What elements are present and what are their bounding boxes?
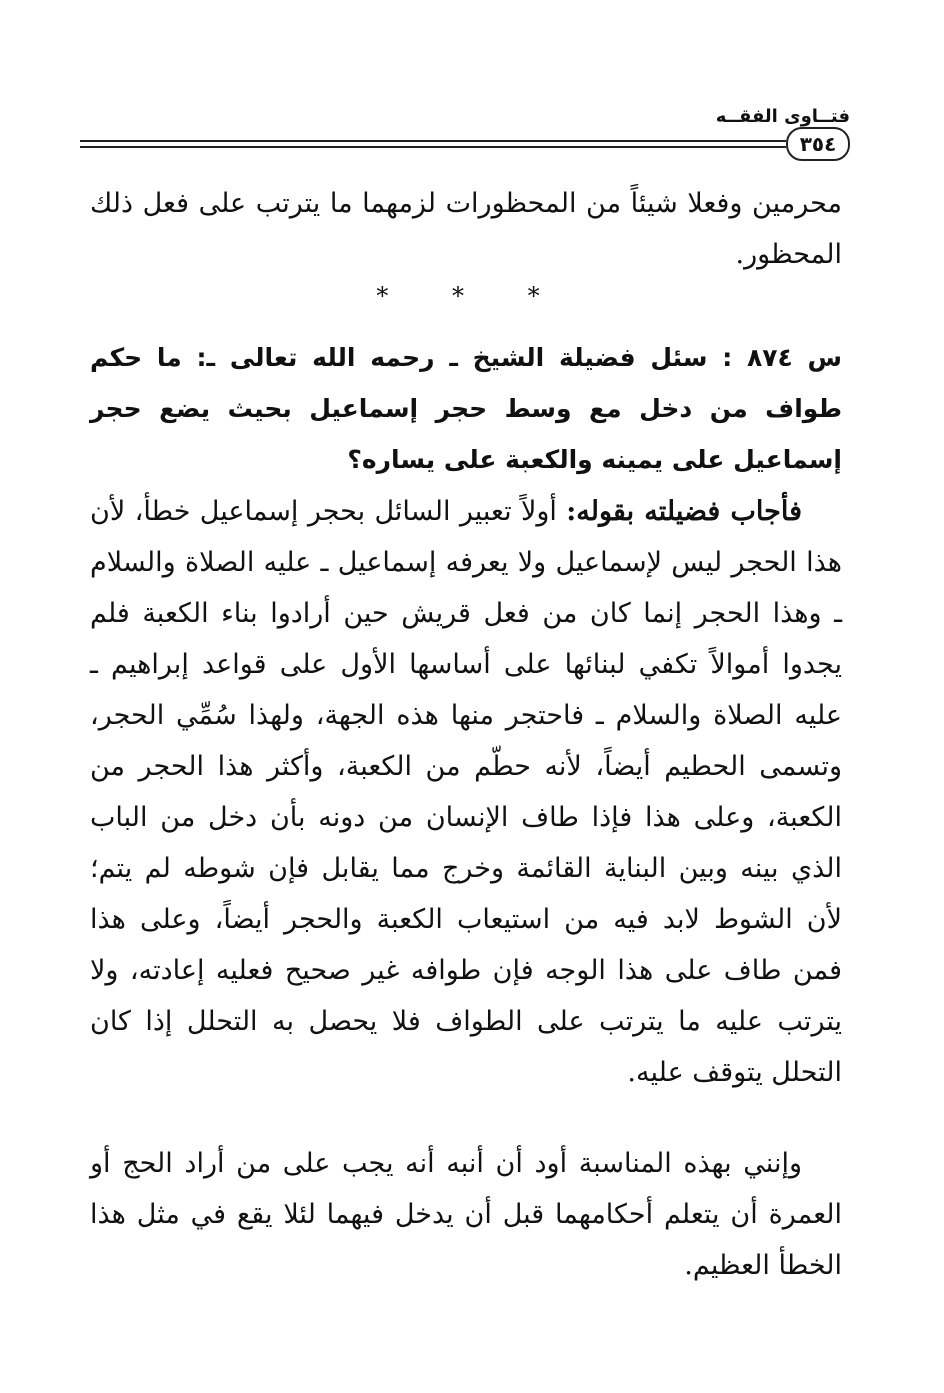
section-separator: * * * [376,282,568,310]
closing-text: وإنني بهذه المناسبة أود أن أنبه أنه يجب على من أراد الحج أو العمرة أن يتعلم أحكامهما قبل أن يدخل فيهما لئلا يقع في مثل هذا الخطأ العظيم. [90,1148,842,1281]
header-rule-top [80,140,786,142]
answer-paragraph [90,486,842,1098]
answer-text: أولاً تعبير السائل بحجر إسماعيل خطأ، لأن هذا الحجر ليس لإسماعيل ولا يعرفه إسماعيل ـ عليه الصلاة والسلام ـ وهذا الحجر إنما كان من فعل قريش حين أرادوا بناء الكعبة فلم يجدوا أموالاً تكفي لبنائها على أساسها الأول على قواعد إبراهيم ـ عليه الصلاة والسلام ـ فاحتجر منها هذه الجهة، ولهذا سُمِّي الحجر، وتسمى الحطيم أيضاً، لأنه حطّم من الكعبة، وأكثر هذا الحجر من الكعبة، وعلى هذا فإذا طاف الإنسان من دونه بأن دخل من الباب الذي بينه وبين البناية القائمة وخرج مما يقابل فإن شوطه لم يتم؛ لأن الشوط لابد فيه من استيعاب الكعبة والحجر أيضاً، وعلى هذا فمن طاف على هذا الوجه فإن طوافه غير صحيح فعليه إعادته، ولا يترتب عليه ما يترتب على الطواف فلا يحصل به التحلل إذا كان التحلل يتوقف عليه. [90,496,842,1088]
answer-lead: فأجاب فضيلته بقوله: [566,496,802,527]
header-rule-bottom [80,146,786,148]
running-title: فتــاوى الفقــه [715,106,850,127]
page-header [80,100,850,160]
continued-paragraph: محرمين وفعلا شيئاً من المحظورات لزمهما ما يترتب على فعل ذلك المحظور. [90,188,842,270]
page-number: ٣٥٤ [786,127,850,161]
closing-paragraph [90,1138,842,1291]
question-paragraph: س ٨٧٤ : سئل فضيلة الشيخ ـ رحمه الله تعالى ـ: ما حكم طواف من دخل مع وسط حجر إسماعيل بحيث يضع حجر إسماعيل على يمينه والكعبة على يساره؟ [90,343,843,474]
